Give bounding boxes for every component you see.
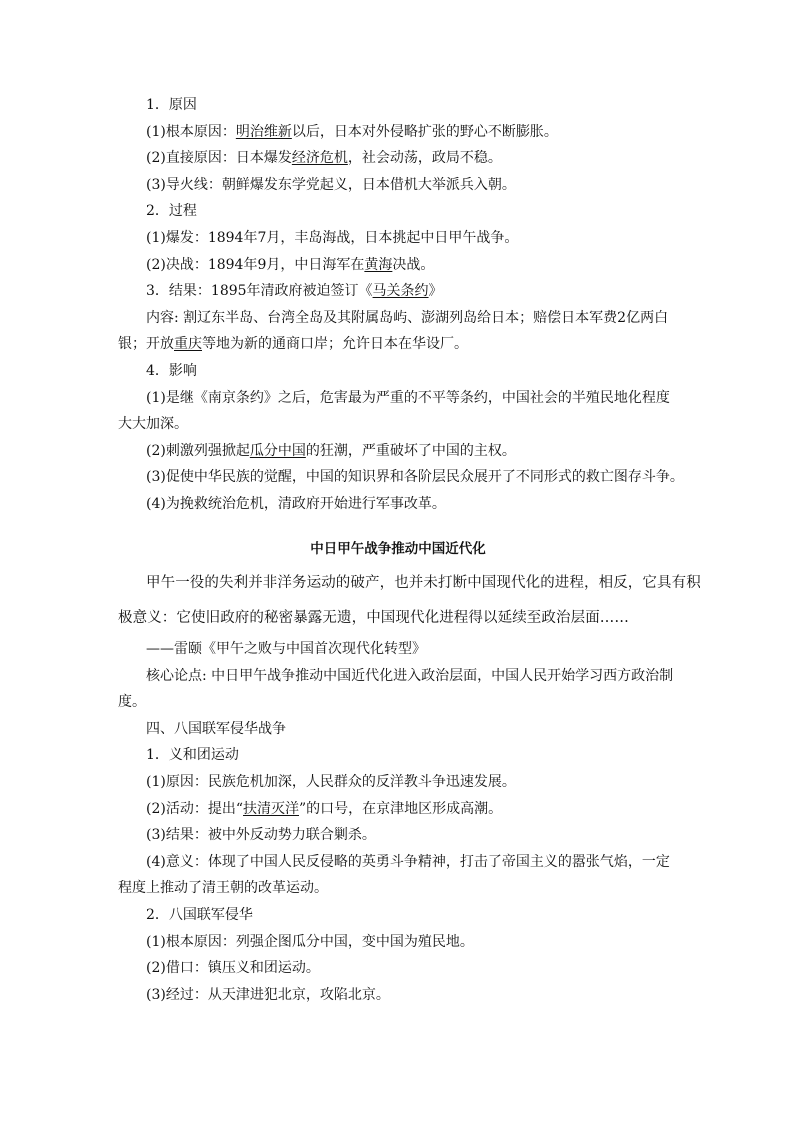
insert-core-line2: 度。 (118, 694, 146, 711)
insert-source: ——雷颐《甲午之败与中国首次现代化转型》 (146, 641, 426, 658)
keyword-crisis: 经济危机 (291, 150, 348, 167)
impact-4: (4)为挽救统治危机，清政府开始进行军事改革。 (146, 495, 446, 512)
result-content-line2: 银；开放重庆等地为新的通商口岸；允许日本在华设厂。 (118, 336, 468, 353)
subheading-invasion: 2．八国联军侵华 (146, 907, 253, 924)
keyword-yellow-sea: 黄海 (364, 256, 393, 273)
boxer-significance-line2: 程度上推动了清王朝的改革运动。 (118, 880, 328, 897)
cause-trigger: (3)导火线：朝鲜爆发东学党起义，日本借机大举派兵入朝。 (146, 176, 516, 193)
result-content-line1: 内容: 割辽东半岛、台湾全岛及其附属岛屿、澎湖列岛给日本；赔偿日本军费2亿两白 (146, 309, 669, 326)
insert-title: 中日甲午战争推动中国近代化 (310, 540, 486, 557)
insert-quote-line2: 极意义：它使旧政府的秘密暴露无遗，中国现代化进程得以延续至政治层面…… (118, 610, 629, 627)
impact-3: (3)促使中华民族的觉醒，中国的知识界和各阶层民众展开了不同形式的救亡图存斗争。 (146, 469, 684, 486)
subheading-boxer: 1．义和团运动 (146, 747, 239, 764)
keyword-partition: 瓜分中国 (249, 442, 306, 459)
impact-1-line2: 大大加深。 (118, 416, 188, 433)
impact-2: (2)刺激列强掀起瓜分中国的狂潮，严重破坏了中国的主权。 (146, 442, 516, 459)
document-page (118, 92, 701, 1008)
invasion-pretext: (2)借口：镇压义和团运动。 (146, 960, 320, 977)
impact-1-line1: (1)是继《南京条约》之后，危害最为严重的不平等条约，中国社会的半殖民地化程度 (146, 389, 670, 406)
boxer-cause: (1)原因：民族危机加深，人民群众的反洋教斗争迅速发展。 (146, 774, 516, 791)
keyword-chongqing: 重庆 (174, 336, 202, 353)
boxer-significance-line1: (4)意义：体现了中国人民反侵略的英勇斗争精神，打击了帝国主义的嚣张气焰，一定 (146, 853, 670, 870)
section-heading-cause: 1．原因 (146, 97, 197, 113)
keyword-treaty: 马关条约 (372, 283, 429, 300)
cause-direct: (2)直接原因：日本爆发经济危机，社会动荡，政局不稳。 (146, 150, 502, 167)
cause-root: (1)根本原因：明治维新以后，日本对外侵略扩张的野心不断膨胀。 (146, 123, 558, 140)
insert-core-line1: 核心论点: 中日甲午战争推动中国近代化进入政治层面，中国人民开始学习西方政治制 (146, 667, 674, 684)
invasion-root-cause: (1)根本原因：列强企图瓜分中国，变中国为殖民地。 (146, 933, 474, 950)
keyword-slogan: 扶清灭洋 (243, 800, 299, 817)
invasion-course: (3)经过：从天津进犯北京，攻陷北京。 (146, 986, 390, 1003)
section-heading-result: 3．结果：1895年清政府被迫签订《马关条约》 (146, 283, 443, 300)
section-heading-process: 2．过程 (146, 203, 197, 220)
boxer-activity: (2)活动：提出“扶清灭洋”的口号，在京津地区形成高潮。 (146, 800, 503, 817)
section-heading-impact: 4．影响 (146, 362, 197, 379)
insert-quote-line1: 甲午一役的失利并非洋务运动的破产，也并未打断中国现代化的进程，相反，它具有积 (146, 575, 701, 592)
chapter-heading-eight-nation: 四、八国联军侵华战争 (146, 720, 286, 737)
process-outbreak: (1)爆发：1894年7月，丰岛海战，日本挑起中日甲午战争。 (146, 229, 519, 246)
keyword-meiji: 明治维新 (235, 123, 292, 140)
boxer-result: (3)结果：被中外反动势力联合剿杀。 (146, 827, 376, 844)
process-battle: (2)决战：1894年9月，中日海军在黄海决战。 (146, 256, 435, 273)
